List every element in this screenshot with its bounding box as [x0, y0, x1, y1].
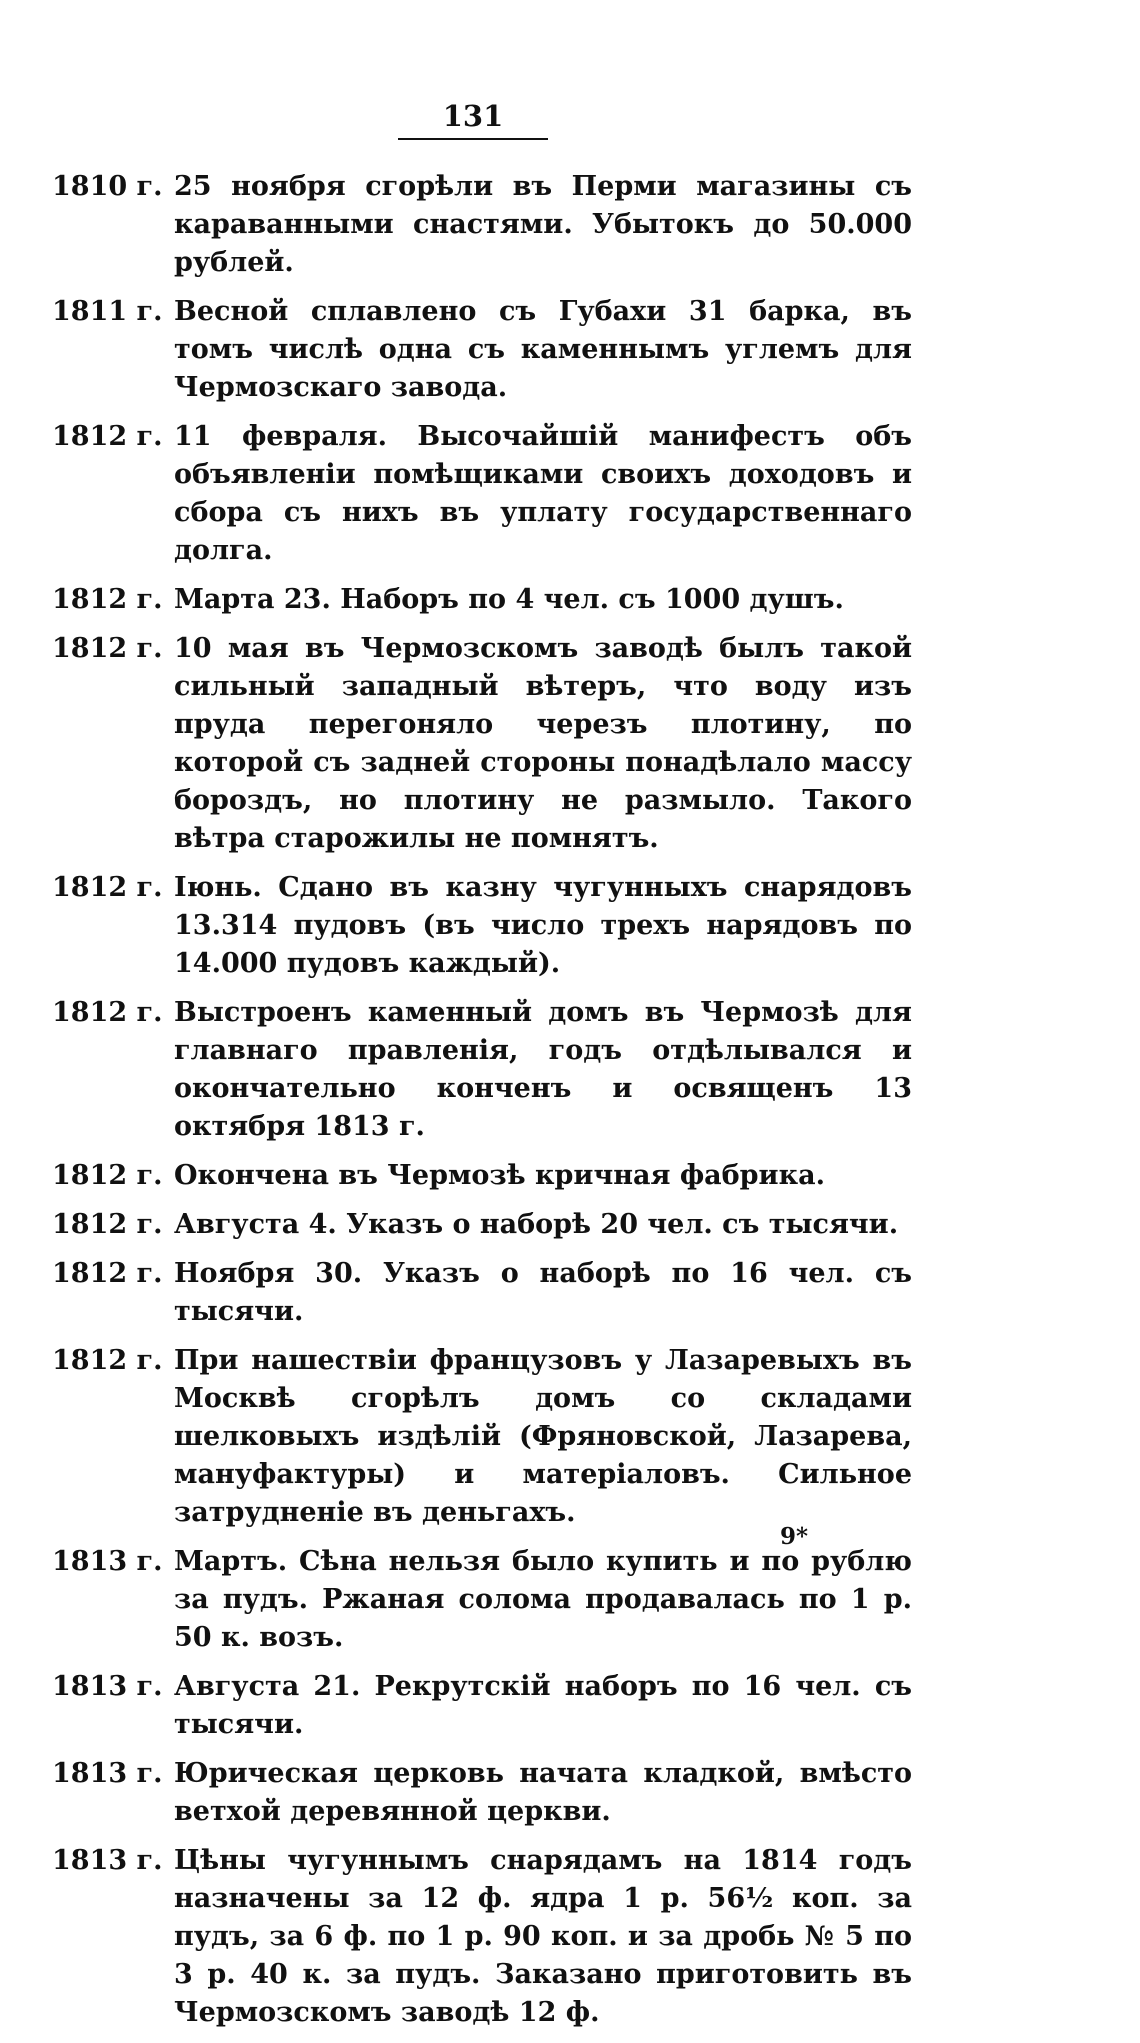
entry-text: Выстроенъ каменный домъ въ Чермозѣ для главнаго правленія, годъ отдѣлывался и окончательно конченъ и освященъ 13 октября 1813 г.	[174, 997, 912, 1142]
chronicle-entry	[52, 1543, 912, 1657]
entry-text: Іюнь. Сдано въ казну чугунныхъ снарядовъ 13.314 пудовъ (въ число трехъ нарядовъ по 14.000 пудовъ каждый).	[174, 872, 912, 979]
entry-year: 1812 г.	[52, 633, 163, 664]
entry-text: Августа 4. Указъ о наборѣ 20 чел. съ тысячи.	[174, 1209, 899, 1240]
chronicle-entry	[52, 630, 912, 858]
chronicle-entry	[52, 869, 912, 983]
entry-year: 1812 г.	[52, 1258, 163, 1289]
entry-text: Ноября 30. Указъ о наборѣ по 16 чел. съ тысячи.	[174, 1258, 912, 1327]
entry-year: 1811 г.	[52, 296, 163, 327]
entry-year: 1813 г.	[52, 1671, 163, 1702]
entry-year: 1813 г.	[52, 1845, 163, 1876]
entry-year: 1812 г.	[52, 1209, 163, 1240]
page-number-rule	[398, 138, 548, 140]
chronicle-entry	[52, 1157, 912, 1195]
chronicle-entry	[52, 1668, 912, 1744]
entry-text: При нашествіи французовъ у Лазаревыхъ въ Москвѣ сгорѣлъ домъ со складами шелковыхъ издѣлій (Фряновской, Лазарева, мануфактуры) и матеріаловъ. Сильное затрудненіе въ деньгахъ.	[174, 1345, 912, 1528]
signature-mark: 9*	[780, 1523, 809, 1550]
entry-year: 1812 г.	[52, 1160, 163, 1191]
chronicle-entry	[52, 1342, 912, 1532]
entry-text: 25 ноября сгорѣли въ Перми магазины съ караванными снастями. Убытокъ до 50.000 рублей.	[174, 171, 912, 278]
chronicle-entries	[52, 168, 912, 2043]
entry-year: 1812 г.	[52, 1345, 163, 1376]
entry-year: 1813 г.	[52, 1758, 163, 1789]
entry-text: 11 февраля. Высочайшій манифестъ объ объявленіи помѣщиками своихъ доходовъ и сбора съ нихъ въ уплату государственнаго долга.	[174, 421, 912, 566]
chronicle-entry	[52, 1842, 912, 2032]
chronicle-entry	[52, 293, 912, 407]
entry-text: Весной сплавлено съ Губахи 31 барка, въ томъ числѣ одна съ каменнымъ углемъ для Чермозскаго завода.	[174, 296, 912, 403]
entry-year: 1812 г.	[52, 997, 163, 1028]
entry-year: 1810 г.	[52, 171, 163, 202]
chronicle-entry	[52, 1755, 912, 1831]
entry-year: 1813 г.	[52, 1546, 163, 1577]
chronicle-entry	[52, 1206, 912, 1244]
entry-year: 1812 г.	[52, 872, 163, 903]
entry-text: Мартъ. Сѣна нельзя было купить и по рублю за пудъ. Ржаная солома продавалась по 1 р. 50 к. возъ.	[174, 1546, 912, 1653]
page-number: 131	[442, 99, 504, 133]
chronicle-entry	[52, 168, 912, 282]
entry-text: Августа 21. Рекрутскій наборъ по 16 чел. съ тысячи.	[174, 1671, 912, 1740]
entry-year: 1812 г.	[52, 421, 163, 452]
chronicle-entry	[52, 581, 912, 619]
entry-year: 1812 г.	[52, 584, 163, 615]
entry-text: Цѣны чугуннымъ снарядамъ на 1814 годъ назначены за 12 ф. ядра 1 р. 56½ коп. за пудъ, за 6 ф. по 1 р. 90 коп. и за дробь № 5 по 3 р. 40 к. за пудъ. Заказано приготовить въ Чермозскомъ заводѣ 12 ф.	[174, 1845, 912, 2028]
chronicle-entry	[52, 418, 912, 570]
chronicle-entry	[52, 994, 912, 1146]
chronicle-entry	[52, 1255, 912, 1331]
entry-text: Окончена въ Чермозѣ кричная фабрика.	[174, 1160, 825, 1191]
entry-text: 10 мая въ Чермозскомъ заводѣ былъ такой сильный западный вѣтеръ, что воду изъ пруда перегоняло черезъ плотину, по которой съ задней стороны понадѣлало массу бороздъ, но плотину не размыло. Такого вѣтра старожилы не помнятъ.	[174, 633, 912, 854]
entry-text: Марта 23. Наборъ по 4 чел. съ 1000 душъ.	[174, 584, 844, 615]
entry-text: Юрическая церковь начата кладкой, вмѣсто ветхой деревянной церкви.	[174, 1758, 912, 1827]
